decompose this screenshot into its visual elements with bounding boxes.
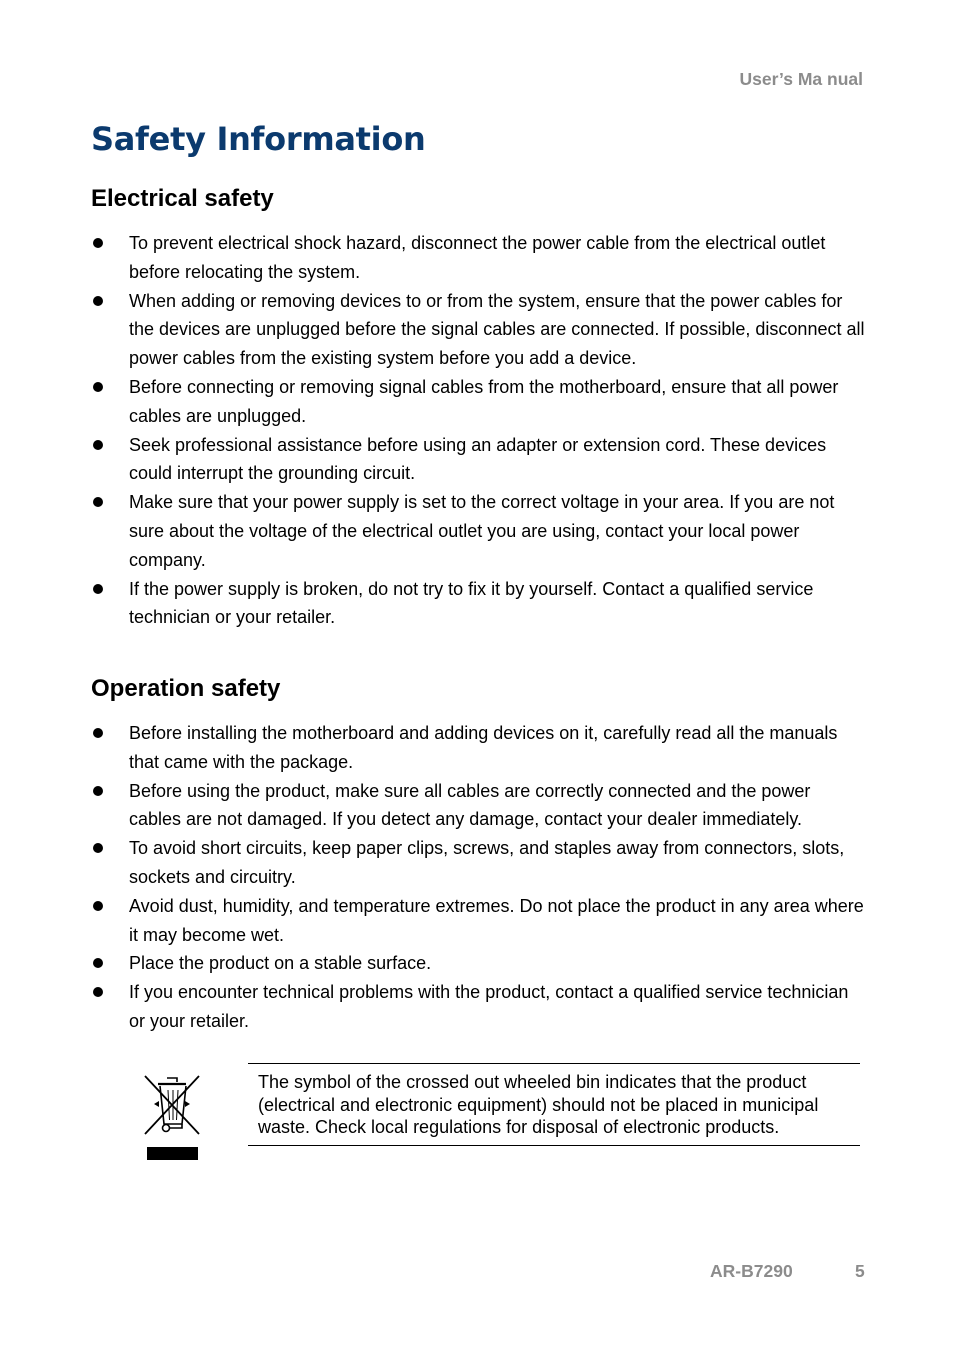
list-item: [91, 719, 865, 777]
bullet-icon: [93, 958, 103, 968]
bullet-icon: [93, 987, 103, 997]
list-item: [91, 777, 865, 835]
bullet-icon: [93, 728, 103, 738]
list-item-text: If the power supply is broken, do not try to fix it by yourself. Contact a qualified service technician or your retailer.: [129, 578, 814, 628]
operation-safety-list: [91, 719, 865, 1036]
list-item: [91, 949, 865, 978]
bullet-icon: [93, 238, 103, 248]
page-title: Safety Information: [91, 120, 426, 158]
bullet-icon: [93, 901, 103, 911]
section-heading-operation-safety: Operation safety: [91, 675, 281, 702]
list-item: [91, 575, 865, 633]
list-item: [91, 373, 865, 431]
list-item: [91, 834, 865, 892]
list-item: [91, 488, 865, 574]
running-header: User’s Ma nual: [739, 69, 863, 89]
list-item-text: Before installing the motherboard and adding devices on it, carefully read all the manuals that came with the package.: [129, 723, 838, 772]
list-item-text: To avoid short circuits, keep paper clips, screws, and staples away from connectors, slots, sockets and circuitry.: [129, 838, 845, 887]
list-item-text: Place the product on a stable surface.: [129, 953, 432, 974]
page-number: 5: [855, 1261, 865, 1281]
list-item: [91, 978, 865, 1036]
bullet-icon: [93, 584, 103, 594]
bullet-icon: [93, 382, 103, 392]
list-item-text: Before using the product, make sure all cables are correctly connected and the power cables are not damaged. If you detect any damage, contact your dealer immediately.: [129, 780, 811, 830]
section-heading-electrical-safety: Electrical safety: [91, 185, 274, 212]
bullet-icon: [93, 440, 103, 450]
electrical-safety-list: [91, 229, 865, 632]
bullet-icon: [93, 786, 103, 796]
list-item-text: When adding or removing devices to or from the system, ensure that the power cables for the devices are unplugged before the signal cables are connected. If possible, disconnect all power cables from the existing system before you add a device.: [129, 290, 865, 369]
list-item-text: If you encounter technical problems with the product, contact a qualified service technician or your retailer.: [129, 982, 849, 1031]
bullet-icon: [93, 296, 103, 306]
list-item-text: Avoid dust, humidity, and temperature extremes. Do not place the product in any area where it may become wet.: [129, 895, 864, 945]
list-item-text: Make sure that your power supply is set to the correct voltage in your area. If you are not sure about the voltage of the electrical outlet you are using, contact your local power company.: [129, 492, 835, 570]
list-item: [91, 229, 865, 287]
footer-model-number: AR-B7290: [710, 1261, 793, 1281]
list-item: [91, 892, 865, 950]
list-item-text: Seek professional assistance before using an adapter or extension cord. These devices could interrupt the grounding circuit.: [129, 434, 827, 484]
list-item: [91, 431, 865, 489]
bullet-icon: [93, 497, 103, 507]
crossed-out-wheeled-bin-icon: [140, 1072, 204, 1164]
list-item: [91, 287, 865, 373]
list-item-text: Before connecting or removing signal cables from the motherboard, ensure that all power cables are unplugged.: [129, 376, 839, 426]
list-item-text: To prevent electrical shock hazard, disconnect the power cable from the electrical outlet before relocating the system.: [129, 233, 826, 282]
bullet-icon: [93, 843, 103, 853]
weee-notice: The symbol of the crossed out wheeled bin indicates that the product (electrical and electronic equipment) should not be placed in municipal waste. Check local regulations for disposal of electronic products.: [248, 1063, 860, 1146]
